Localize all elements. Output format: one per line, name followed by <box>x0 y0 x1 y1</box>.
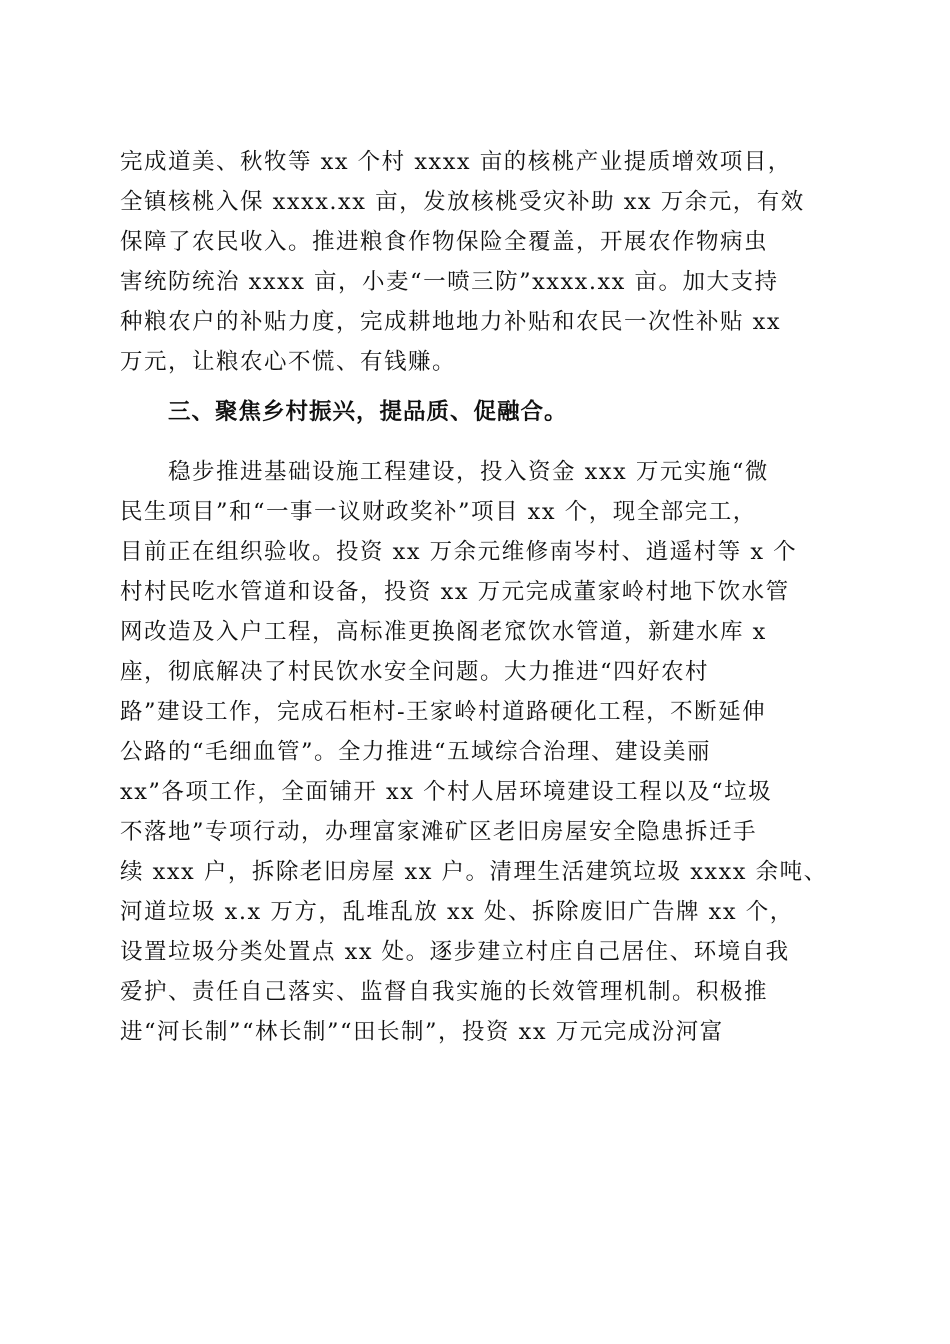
paragraph-line: 爱护、责任自己落实、监督自我实施的长效管理机制。积极推 <box>120 979 769 1005</box>
paragraph-line: 不落地”专项行动，办理富家滩矿区老旧房屋安全隐患拆迁手 <box>120 819 758 845</box>
paragraph-line: 民生项目”和“一事一议财政奖补”项目 xx 个，现全部完工， <box>120 499 757 525</box>
paragraph-line: 完成道美、秋牧等 xx 个村 xxxx 亩的核桃产业提质增效项目， <box>120 149 792 175</box>
paragraph-line: 路”建设工作，完成石柜村-王家岭村道路硬化工程，不断延伸 <box>120 699 767 725</box>
paragraph-line: 设置垃圾分类处置点 xx 处。逐步建立村庄自己居住、环境自我 <box>120 939 790 965</box>
paragraph-line: 河道垃圾 x.x 万方，乱堆乱放 xx 处、拆除废旧广告牌 xx 个， <box>120 899 794 925</box>
paragraph-line: 续 xxx 户，拆除老旧房屋 xx 户。清理生活建筑垃圾 xxxx 余吨、 <box>120 859 828 885</box>
paragraph-line: 公路的“毛细血管”。全力推进“五域综合治理、建设美丽 <box>120 739 712 765</box>
paragraph-line: 保障了农民收入。推进粮食作物保险全覆盖，开展农作物病虫 <box>120 229 769 255</box>
paragraph-line: 目前正在组织验收。投资 xx 万余元维修南岑村、逍遥村等 x 个 <box>120 539 798 565</box>
section-heading: 三、聚焦乡村振兴，提品质、促融合。 <box>168 399 568 425</box>
paragraph-line: 全镇核桃入保 xxxx.xx 亩，发放核桃受灾补助 xx 万余元，有效 <box>120 189 805 215</box>
paragraph-line: 种粮农户的补贴力度，完成耕地地力补贴和农民一次性补贴 xx <box>120 309 782 335</box>
paragraph-line: 万元，让粮农心不慌、有钱赚。 <box>120 349 457 375</box>
paragraph-line: xx”各项工作，全面铺开 xx 个村人居环境建设工程以及“垃圾 <box>120 779 773 805</box>
paragraph-line: 稳步推进基础设施工程建设，投入资金 xxx 万元实施“微 <box>168 459 769 485</box>
paragraph-line: 进“河长制”“林长制”“田长制”，投资 xx 万元完成汾河富 <box>120 1019 724 1045</box>
paragraph-line: 村村民吃水管道和设备，投资 xx 万元完成董家岭村地下饮水管 <box>120 579 790 605</box>
paragraph-line: 座，彻底解决了村民饮水安全问题。大力推进“四好农村 <box>120 659 710 685</box>
paragraph-line: 网改造及入户工程，高标准更换阁老窊饮水管道，新建水库 x <box>120 619 767 645</box>
paragraph-line: 害统防统治 xxxx 亩，小麦“一喷三防”xxxx.xx 亩。加大支持 <box>120 269 779 295</box>
